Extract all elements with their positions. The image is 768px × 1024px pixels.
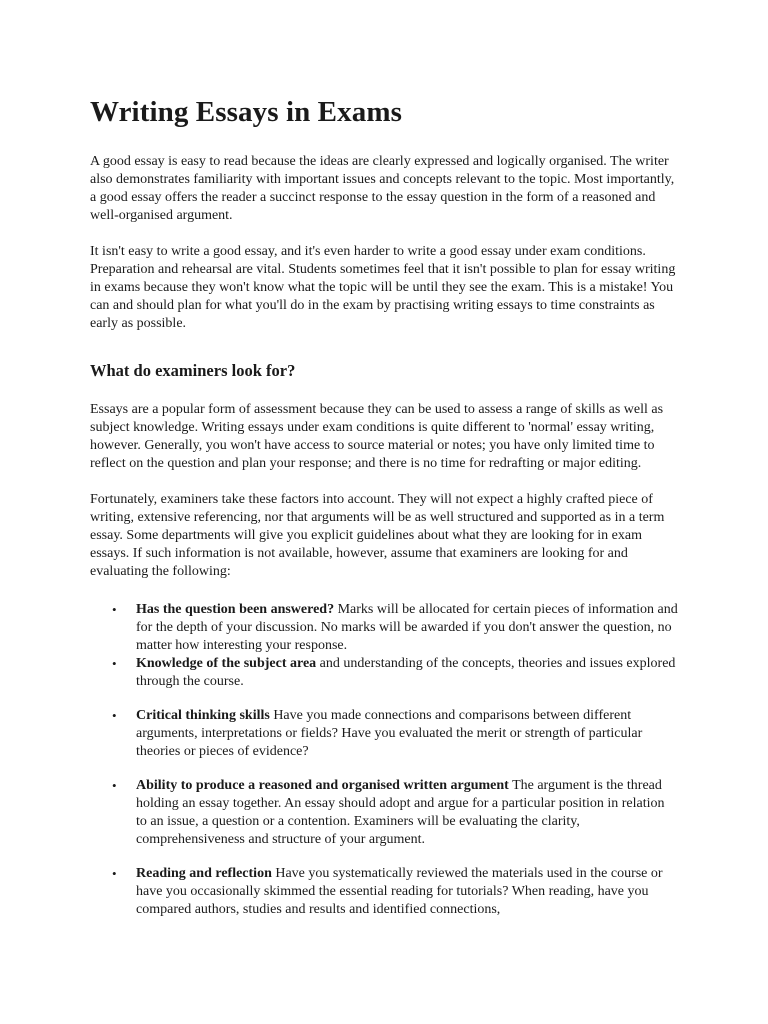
bullet-icon: • <box>112 602 117 618</box>
section-heading: What do examiners look for? <box>90 361 296 381</box>
criteria-text: and understanding of the concepts, theories and issues explored through the course. <box>136 656 676 690</box>
criteria-label: Knowledge of the subject area <box>136 656 317 672</box>
criteria-item <box>90 777 678 849</box>
criteria-label: Reading and reflection <box>136 866 272 882</box>
criteria-label: Has the question been answered? <box>136 602 335 618</box>
criteria-text: The argument is the thread holding an essay together. An essay should adopt and argue for a particular position in relation to an issue, a question or a contention. Examiners will be evaluating the clarity, comprehensiveness and structure of your argument. <box>136 778 665 848</box>
criteria-text: Have you systematically reviewed the materials used in the course or have you occasionally skimmed the essential reading for tutorials? When reading, have you compared authors, studies and results and identified connections, <box>136 866 663 918</box>
criteria-list <box>90 601 678 919</box>
section-paragraph: Fortunately, examiners take these factors into account. They will not expect a highly crafted piece of writing, extensive referencing, nor that arguments will be as well structured and supported as in a term essay. Some departments will give you explicit guidelines about what they are looking for in exam essays. If such information is not available, however, assume that examiners are looking for and evaluating the following: <box>90 492 665 580</box>
criteria-item <box>90 707 678 761</box>
intro-paragraph: A good essay is easy to read because the ideas are clearly expressed and logically organised. The writer also demonstrates familiarity with important issues and concepts relevant to the topic. Most importantly, a good essay offers the reader a succinct response to the essay question in the form of a reasoned and well-organised argument. <box>90 154 675 224</box>
section-paragraph: Essays are a popular form of assessment because they can be used to assess a range of skills as well as subject knowledge. Writing essays under exam conditions is quite different to 'normal' essay writing, however. Generally, you won't have access to source material or notes; you have only limited time to reflect on the question and plan your response; and there is no time for redrafting or major editing. <box>90 402 664 472</box>
criteria-text: Have you made connections and comparisons between different arguments, interpretations or fields? Have you evaluated the merit or strength of particular theories or pieces of evidence? <box>136 708 643 760</box>
bullet-icon: • <box>112 866 117 882</box>
criteria-item <box>90 655 678 691</box>
criteria-text: Marks will be allocated for certain pieces of information and for the depth of your discussion. No marks will be awarded if you don't answer the question, no matter how interesting your response. <box>136 602 678 654</box>
intro-paragraph: It isn't easy to write a good essay, and it's even harder to write a good essay under exam conditions. Preparation and rehearsal are vital. Students sometimes feel that it isn't possible to plan for essay writing in exams because they won't know what the topic will be until they see the exam. This is a mistake! You can and should plan for what you'll do in the exam by practising writing essays to time constraints as early as possible. <box>90 244 676 332</box>
criteria-item <box>90 865 678 919</box>
bullet-icon: • <box>112 778 117 794</box>
criteria-label: Critical thinking skills <box>136 708 270 724</box>
criteria-item <box>90 601 678 655</box>
page-title: Writing Essays in Exams <box>90 96 402 128</box>
bullet-icon: • <box>112 708 117 724</box>
bullet-icon: • <box>112 656 117 672</box>
criteria-label: Ability to produce a reasoned and organised written argument <box>136 778 509 794</box>
